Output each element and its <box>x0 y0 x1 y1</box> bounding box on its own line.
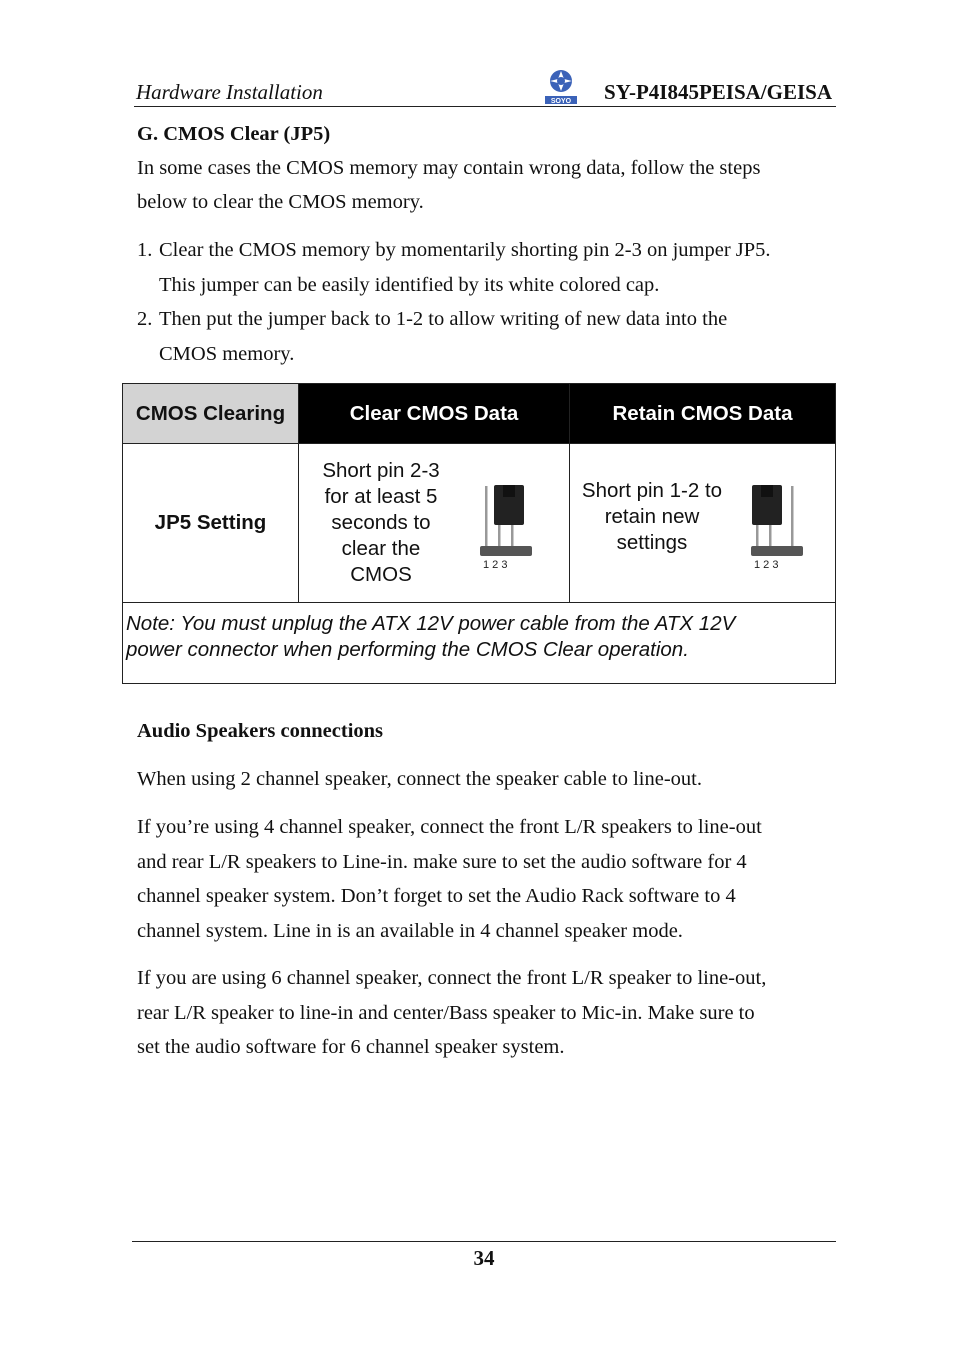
audio-para2 <box>137 810 837 948</box>
page-number: 34 <box>473 1246 495 1270</box>
clear-text-line: CMOS <box>350 563 412 586</box>
step-text-line2: This jumper can be easily identified by its white colored cap. <box>159 273 660 296</box>
note-line1: Note: You must unplug the ATX 12V power cable from the ATX 12V <box>126 612 736 635</box>
step-text-line1: Then put the jumper back to 1-2 to allow writing of new data into the <box>159 308 728 330</box>
model-name: SY-P4I845PEISA/GEISA <box>604 80 832 104</box>
clear-text-line: for at least 5 <box>324 485 438 508</box>
retain-text-line: Short pin 1-2 to <box>581 479 723 502</box>
table-header-retain: Retain CMOS Data <box>570 384 836 444</box>
step-item-2 <box>137 302 842 371</box>
table-note <box>123 603 836 684</box>
jp5-table <box>122 383 836 684</box>
audio-para3-line: If you are using 6 channel speaker, connect the front L/R speaker to line-out, <box>137 967 767 989</box>
soyo-logo-icon <box>544 68 578 106</box>
retain-text-line: settings <box>616 531 688 554</box>
cmos-heading: G. CMOS Clear (JP5) <box>137 123 331 145</box>
clear-cmos-text <box>301 444 461 602</box>
retain-text-line: retain new <box>604 505 700 528</box>
pin-labels: 1 2 3 <box>754 559 779 571</box>
footer-rule <box>132 1241 836 1242</box>
audio-para3-line: rear L/R speaker to line-in and center/Bass speaker to Mic-in. Make sure to <box>137 1001 755 1024</box>
audio-heading: Audio Speakers connections <box>137 720 384 742</box>
step-text-line2: CMOS memory. <box>159 342 295 365</box>
jp5-setting-label: JP5 Setting <box>123 444 299 603</box>
clear-text-line: Short pin 2-3 <box>322 459 440 482</box>
step-number: 1. <box>137 239 153 261</box>
retain-cmos-text <box>570 444 734 602</box>
step-number: 2. <box>137 308 153 330</box>
audio-para2-line: If you’re using 4 channel speaker, connect the front L/R speakers to line-out <box>137 816 762 838</box>
svg-text:SOYO: SOYO <box>550 98 572 105</box>
clear-text-line: seconds to <box>331 511 431 534</box>
step-item-1 <box>137 233 842 302</box>
audio-para2-line: and rear L/R speakers to Line-in. make sure to set the audio software for 4 <box>137 850 747 873</box>
section-title: Hardware Installation <box>136 80 323 104</box>
table-header-label: CMOS Clearing <box>123 384 299 444</box>
audio-para2-line: channel system. Line in is an available in 4 channel speaker mode. <box>137 919 683 942</box>
pin-labels: 1 2 3 <box>483 559 508 571</box>
table-header-clear: Clear CMOS Data <box>299 384 570 444</box>
audio-para3 <box>137 961 837 1065</box>
audio-para3-line: set the audio software for 6 channel speaker system. <box>137 1036 565 1058</box>
clear-cmos-cell <box>299 444 570 603</box>
page-header <box>134 68 836 107</box>
cmos-intro-line2: below to clear the CMOS memory. <box>137 191 424 213</box>
retain-cmos-cell <box>570 444 836 603</box>
audio-para1: When using 2 channel speaker, connect the speaker cable to line-out. <box>137 768 702 790</box>
audio-para2-line: channel speaker system. Don’t forget to set the Audio Rack software to 4 <box>137 885 736 907</box>
clear-text-line: clear the <box>341 537 421 560</box>
note-line2: power connector when performing the CMOS Clear operation. <box>126 638 689 661</box>
jumper-pins-1-2-icon <box>746 482 806 582</box>
step-text-line1: Clear the CMOS memory by momentarily shorting pin 2-3 on jumper JP5. <box>159 239 771 261</box>
cmos-intro-line1: In some cases the CMOS memory may contain wrong data, follow the steps <box>137 157 761 179</box>
jumper-pins-2-3-icon <box>475 482 535 582</box>
